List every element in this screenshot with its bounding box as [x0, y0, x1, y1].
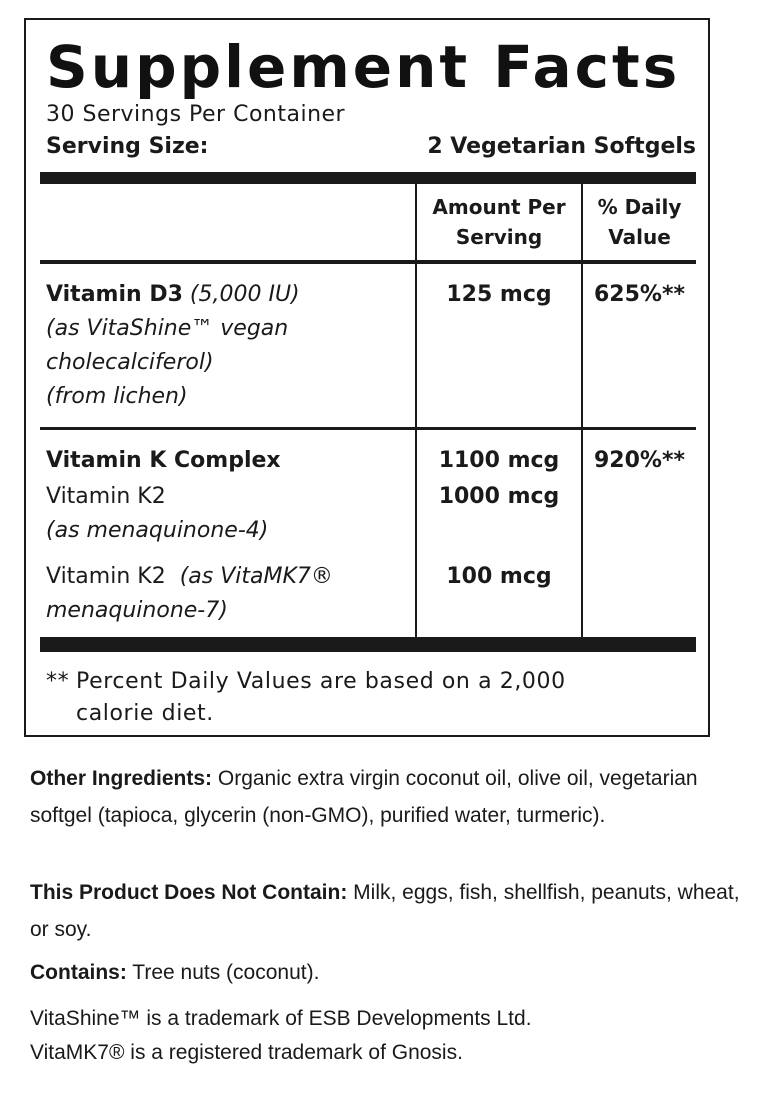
panel-title: Supplement Facts: [46, 33, 681, 101]
vitamin-k2-mk4-detail: (as menaquinone-4): [46, 518, 269, 543]
header-divider: [40, 260, 696, 264]
column-header-daily-value: [583, 192, 696, 252]
does-not-contain-label: This Product Does Not Contain:: [30, 881, 348, 904]
footnote-marker: **: [46, 669, 70, 694]
column-header-dv-line2: Value: [608, 225, 671, 249]
column-header-amount-line2: Serving: [455, 225, 543, 249]
footnote: [46, 666, 566, 730]
vitamin-k2-mk4-amount: 1000 mcg: [438, 484, 560, 509]
vitamin-k-complex-name: Vitamin K Complex: [46, 448, 281, 473]
contains-text: Tree nuts (coconut).: [132, 961, 320, 984]
vitamin-k-complex-amount: 1100 mcg: [438, 448, 560, 473]
other-ingredients-text: Organic extra virgin coconut oil, olive oil, vegetarian softgel (tapioca, glycerin (non-GMO), purified water, turmeric).: [30, 767, 698, 827]
contains-label: Contains:: [30, 961, 127, 984]
trademark-vitamk7: VitaMK7® is a registered trademark of Gnosis.: [30, 1041, 463, 1064]
vitamin-k2-mk7-detail-inline: (as VitaMK7®: [179, 564, 333, 589]
thick-divider-bottom: [40, 637, 696, 652]
column-header-dv-line1: % Daily: [597, 195, 682, 219]
vitamin-k2-mk7-amount: 100 mcg: [446, 564, 552, 589]
contains: [30, 954, 745, 991]
vitamin-d3-detail-1: (as VitaShine™ vegan: [46, 316, 289, 341]
footnote-line-1: Percent Daily Values are based on a 2,000: [76, 669, 566, 694]
vitamin-k2-mk7-detail: menaquinone-7): [46, 598, 228, 623]
column-header-amount: [417, 192, 581, 252]
serving-size-label: Serving Size:: [46, 134, 209, 159]
does-not-contain: [30, 874, 745, 948]
servings-per-container: 30 Servings Per Container: [46, 102, 346, 127]
vitamin-k2-mk4-name: Vitamin K2: [46, 484, 166, 509]
vitamin-k-complex-daily-value: 920%**: [594, 448, 685, 473]
other-ingredients-label: Other Ingredients:: [30, 767, 213, 790]
vitamin-d3-detail-2: cholecalciferol): [46, 350, 214, 375]
nutrient-name: [46, 278, 300, 312]
vitamin-d3-iu: (5,000 IU): [189, 282, 300, 307]
column-divider-dv: [581, 184, 583, 637]
vitamin-d3-amount: 125 mcg: [446, 282, 552, 307]
serving-size-value: 2 Vegetarian Softgels: [427, 134, 696, 159]
footnote-line-2: calorie diet.: [76, 701, 214, 726]
vitamin-d3-name: Vitamin D3: [46, 282, 183, 307]
other-ingredients: [30, 760, 745, 834]
vitamin-k2-mk7-name: Vitamin K2: [46, 564, 166, 589]
trademark-vitashine: VitaShine™ is a trademark of ESB Developments Ltd.: [30, 1007, 532, 1030]
thick-divider-top: [40, 172, 696, 184]
supplement-facts-panel: [24, 18, 710, 737]
vitamin-d3-detail-3: (from lichen): [46, 384, 188, 409]
row-divider: [40, 427, 696, 430]
column-header-amount-line1: Amount Per: [432, 195, 566, 219]
vitamin-d3-daily-value: 625%**: [594, 282, 685, 307]
vitamin-k2-mk7-line: [46, 560, 333, 594]
does-not-contain-text: Milk, eggs, fish, shellfish, peanuts, wheat, or soy.: [30, 881, 740, 941]
